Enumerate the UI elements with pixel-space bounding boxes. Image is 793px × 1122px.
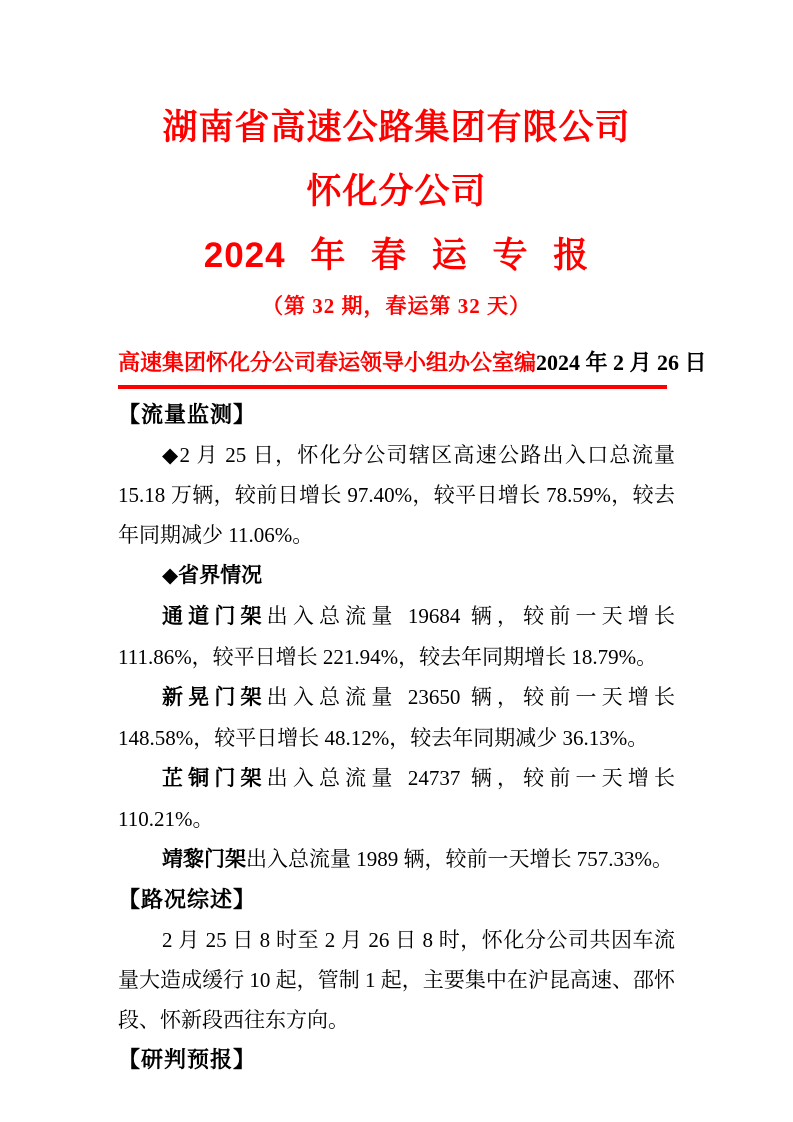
diamond-bullet: ◆ [162,443,180,467]
diamond-bullet: ◆ [162,563,179,587]
paragraph-text: 出入总流量 23650 辆，较前一天增长 148.58%，较平日增长 48.12%，较去年同期减少 36.13%。 [118,685,676,750]
paragraph-text: 出入总流量 24737 辆，较前一天增长 110.21%。 [118,766,676,831]
title-line-branch: 怀化分公司 [306,172,487,211]
paragraph-text: 2 月 25 日 8 时至 2 月 26 日 8 时，怀化分公司共因车流量大造成缓行 10 起，管制 1 起，主要集中在沪昆高速、邵怀段、怀新段西往东方向。 [118,928,675,1032]
document-body [118,395,675,1080]
paragraph-text: 出入总流量 1989 辆，较前一天增长 757.33%。 [246,847,673,871]
gantry-name-lead: 通道门架 [162,605,267,628]
paragraph-jingli-gantry [118,839,675,880]
section-header-traffic-monitoring: 【流量监测】 [118,402,257,427]
paragraph-zhitong-gantry [118,758,675,839]
title-line-company: 湖南省高速公路集团有限公司 [162,108,631,147]
gantry-name-lead: 芷铜门架 [162,767,267,790]
masthead-editor: 高速集团怀化分公司春运领导小组办公室编 [118,350,537,375]
gantry-name-lead: 靖黎门架 [162,848,246,871]
paragraph-xinhuang-gantry [118,677,675,758]
paragraph-text: 出入总流量 19684 辆，较前一天增长 111.86%，较平日增长 221.94%，较去年同期增长 18.79%。 [118,604,676,669]
paragraph-tongdao-gantry [118,596,675,677]
report-issue-subtitle: （第 32 期，春运第 32 天） [262,294,531,318]
gantry-name-lead: 新晃门架 [162,686,267,709]
paragraph-text: 2 月 25 日，怀化分公司辖区高速公路出入口总流量 15.18 万辆，较前日增长 97.40%，较平日增长 78.59%，较去年同期减少 11.06%。 [118,443,675,547]
paragraph-provincial-border-heading [118,555,675,596]
section-header-forecast: 【研判预报】 [118,1047,257,1072]
title-block [118,96,675,324]
paragraph-lead: 省界情况 [178,564,263,587]
masthead-row [118,346,707,389]
masthead-date: 2024 年 2 月 26 日 [536,350,707,375]
title-line-report: 2024 年 春 运 专 报 [203,236,590,275]
section-header-road-conditions: 【路况综述】 [118,887,257,912]
paragraph-road-conditions [118,920,675,1040]
paragraph-total-flow [118,435,675,555]
